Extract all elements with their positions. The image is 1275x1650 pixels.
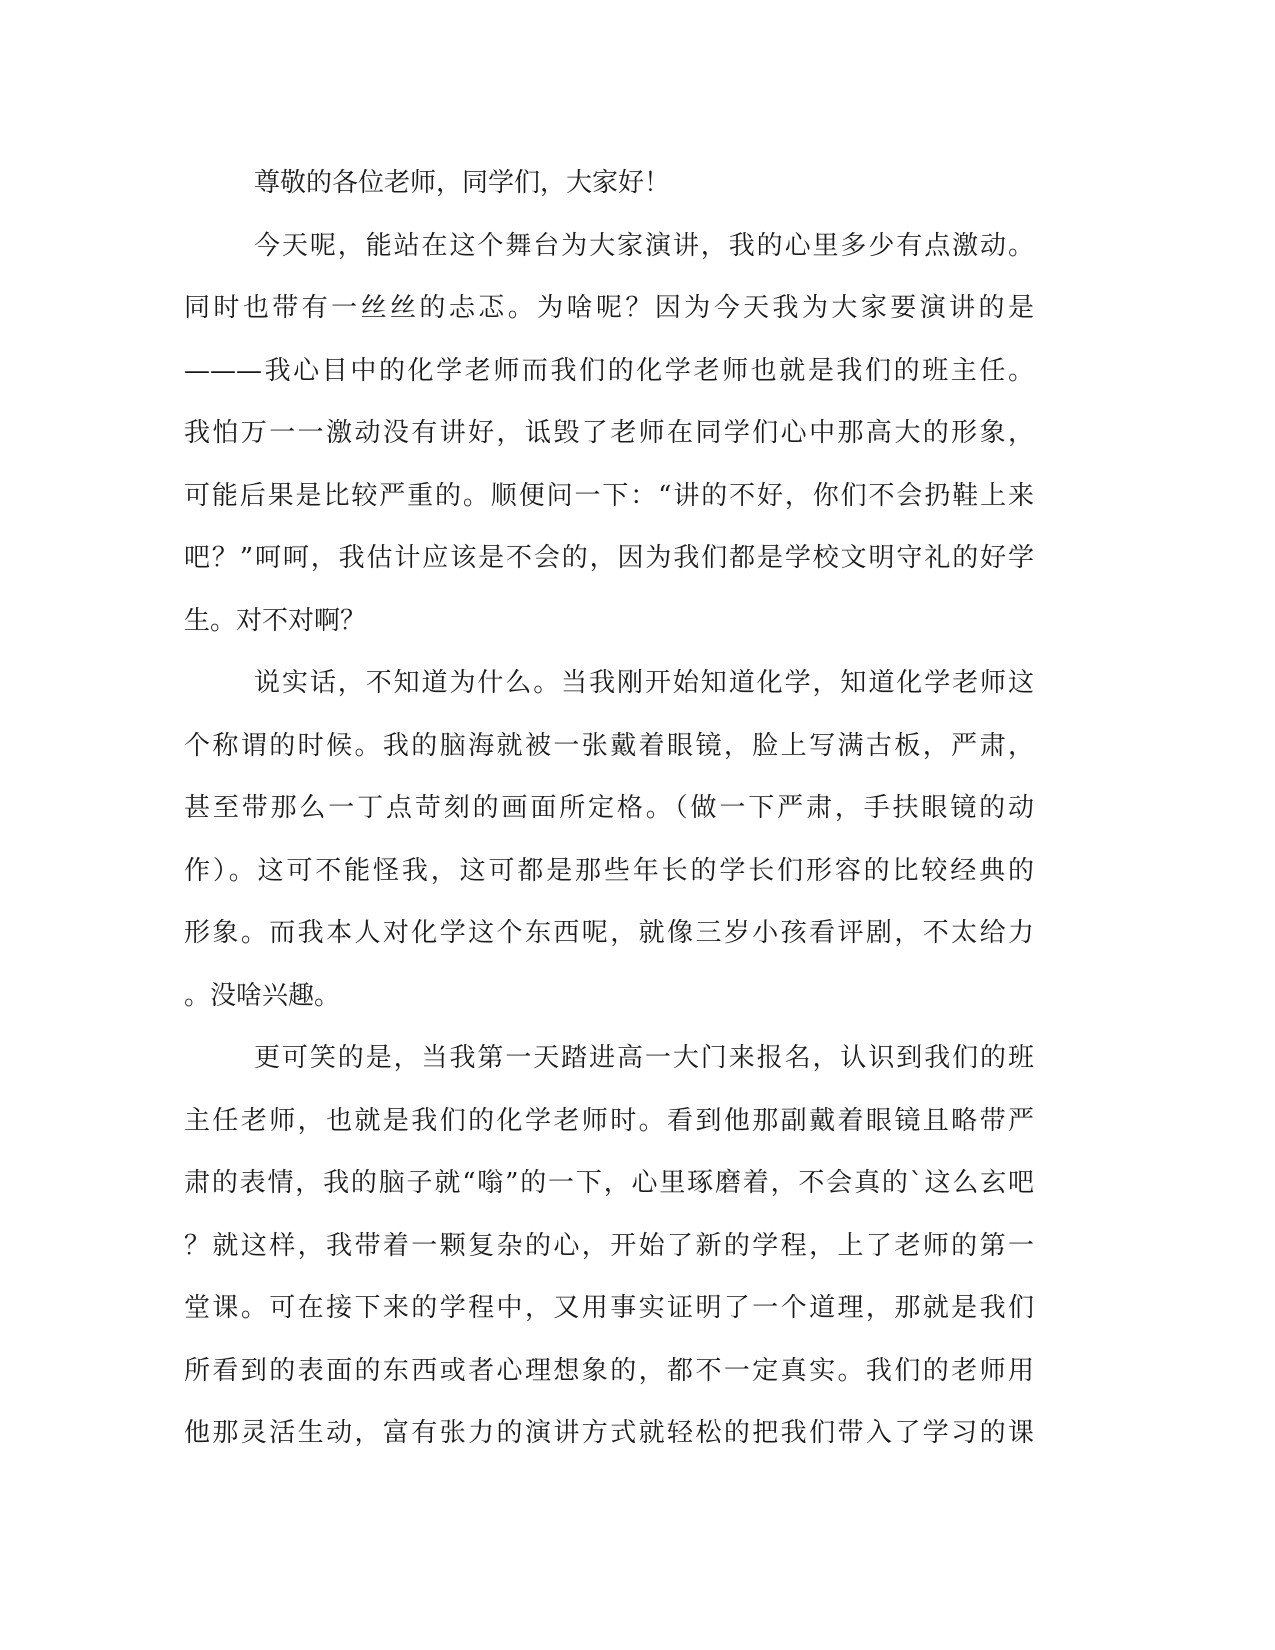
greeting-line: 尊敬的各位老师，同学们，大家好！ (254, 168, 671, 198)
text-line: 个称谓的时候。我的脑海就被一张戴着眼镜，脸上写满古板，严肃， (184, 730, 1034, 761)
text-line: 生。对不对啊？ (184, 605, 367, 636)
text-line: 吧？”呵呵，我估计应该是不会的，因为我们都是学校文明守礼的好学 (184, 543, 1034, 573)
text-line: 更可笑的是，当我第一天踏进高一大门来报名，认识到我们的班 (254, 1043, 1034, 1073)
text-line: 说实话，不知道为什么。当我刚开始知道化学，知道化学老师这 (254, 668, 1034, 698)
text-line: 所看到的表面的东西或者心理想象的，都不一定真实。我们的老师用 (184, 1355, 1034, 1386)
speech-text-block (184, 161, 1034, 1474)
text-line: 作）。这可不能怪我，这可都是那些年长的学长们形容的比较经典的 (184, 855, 1034, 886)
text-line: 他那灵活生动，富有张力的演讲方式就轻松的把我们带入了学习的课 (184, 1418, 1034, 1448)
text-line: 形象。而我本人对化学这个东西呢，就像三岁小孩看评剧，不太给力 (184, 918, 1034, 948)
text-line: 。没啥兴趣。 (184, 980, 341, 1011)
text-line: 肃的表情，我的脑子就“嗡”的一下，心里琢磨着，不会真的`这么玄吧 (184, 1168, 1034, 1198)
text-line: 主任老师，也就是我们的化学老师时。看到他那副戴着眼镜且略带严 (184, 1105, 1034, 1136)
text-line: ———我心目中的化学老师而我们的化学老师也就是我们的班主任。 (184, 355, 1034, 386)
text-line: 我怕万一一激动没有讲好，诋毁了老师在同学们心中那高大的形象， (184, 418, 1034, 448)
text-line: 可能后果是比较严重的。顺便问一下：“讲的不好，你们不会扔鞋上来 (184, 480, 1034, 511)
text-line: 今天呢，能站在这个舞台为大家演讲，我的心里多少有点激动。 (254, 230, 1034, 261)
text-line: 同时也带有一丝丝的忐忑。为啥呢？因为今天我为大家要演讲的是 (184, 293, 1034, 323)
text-line: 甚至带那么一丁点苛刻的画面所定格。（做一下严肃，手扶眼镜的动 (184, 793, 1034, 823)
text-line: 堂课。可在接下来的学程中，又用事实证明了一个道理，那就是我们 (184, 1293, 1034, 1323)
text-line: ？就这样，我带着一颗复杂的心，开始了新的学程，上了老师的第一 (184, 1230, 1034, 1261)
